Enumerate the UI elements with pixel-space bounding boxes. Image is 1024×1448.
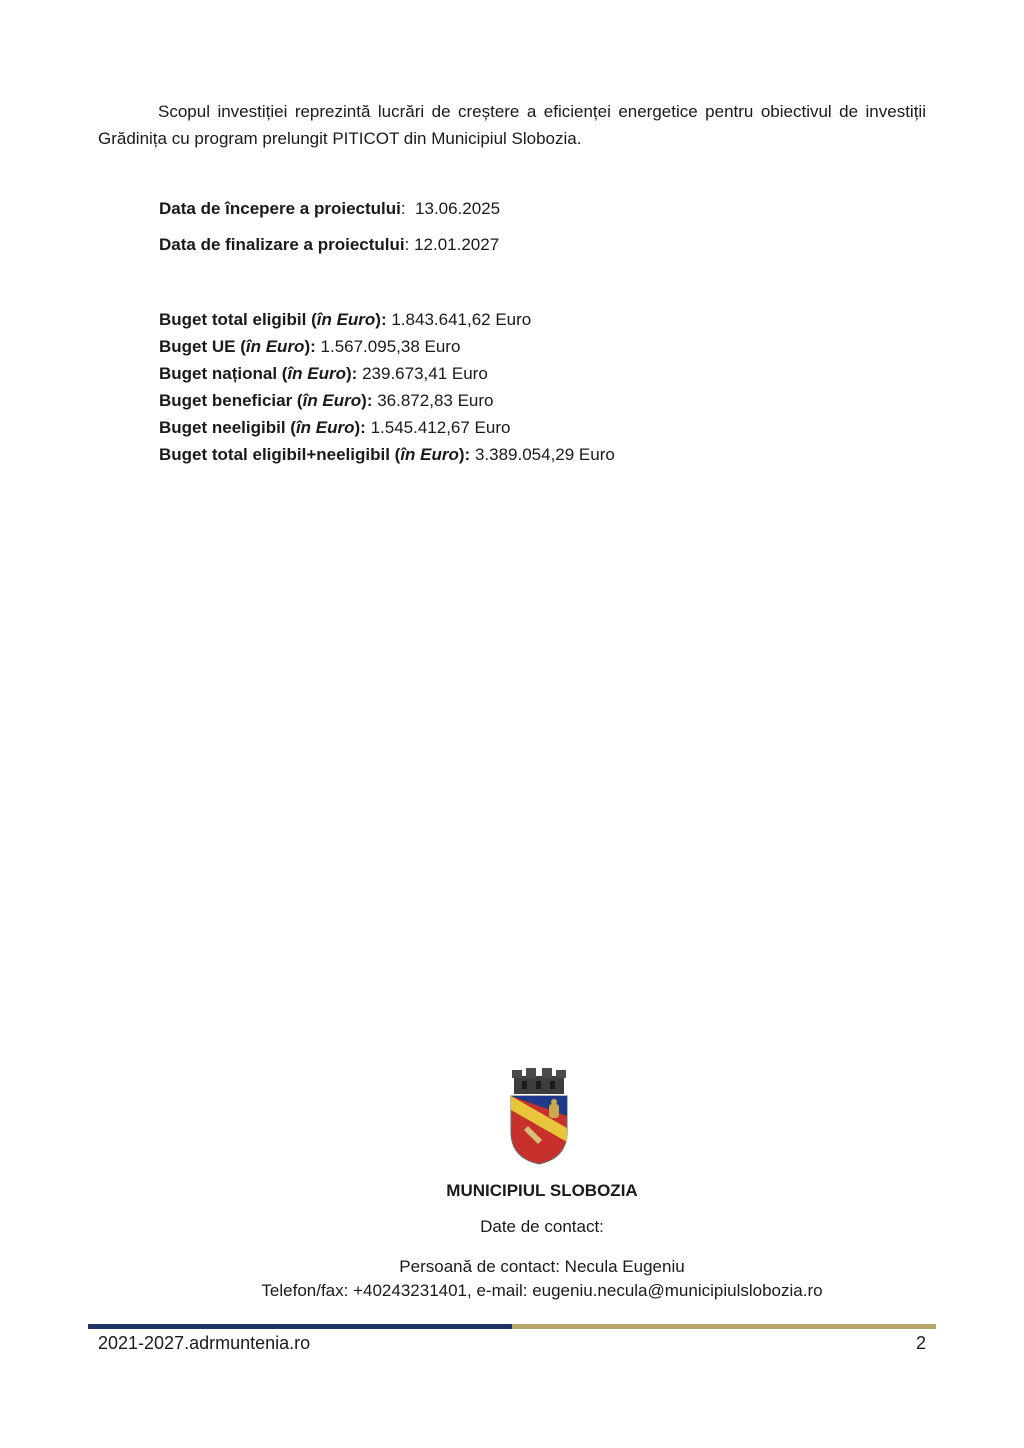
budget-label: Buget total eligibil+neeligibil <box>159 445 390 464</box>
contact-phone-email: Telefon/fax: +40243231401, e-mail: eugeniu.necula@municipiulslobozia.ro <box>261 1281 823 1300</box>
budget-value: 1.545.412,67 Euro <box>370 418 511 437</box>
project-dates <box>159 195 500 267</box>
budget-unit: în Euro <box>287 364 347 383</box>
budget-unit: în Euro <box>400 445 459 464</box>
budget-unit: în Euro <box>295 418 355 437</box>
budget-row: Buget neeligibil (în Euro): 1.545.412,67 Euro <box>159 418 511 437</box>
municipality-name: MUNICIPIUL SLOBOZIA <box>446 1181 638 1200</box>
footer-divider-navy <box>88 1324 512 1329</box>
budget-value: 239.673,41 Euro <box>362 364 488 383</box>
start-date-value: 13.06.2025 <box>415 199 501 218</box>
budget-unit: în Euro <box>316 310 376 329</box>
budget-unit: în Euro <box>245 337 305 356</box>
intro-paragraph: Scopul investiției reprezintă lucrări de creștere a eficienței energetice pentru obiectivul de investiții Grădinița cu program prelungit PITICOT din Municipiul Slobozia. <box>98 102 926 148</box>
budget-label: Buget neeligibil <box>159 418 286 437</box>
end-date-value: 12.01.2027 <box>414 235 500 254</box>
contact-person: Persoană de contact: Necula Eugeniu <box>399 1257 685 1276</box>
budget-row: Buget total eligibil (în Euro): 1.843.641,62 Euro <box>159 310 532 329</box>
footer-website: 2021-2027.adrmuntenia.ro <box>98 1333 311 1353</box>
footer-divider-gold <box>512 1324 936 1329</box>
budget-label: Buget beneficiar <box>159 391 293 410</box>
budget-label: Buget total eligibil <box>159 310 307 329</box>
end-date-row: Data de finalizare a proiectului: 12.01.2027 <box>159 235 500 254</box>
budget-unit: în Euro <box>302 391 362 410</box>
budget-value: 3.389.054,29 Euro <box>474 445 615 464</box>
start-date-row: Data de începere a proiectului: 13.06.2025 <box>159 199 501 218</box>
budget-list <box>159 306 615 468</box>
end-date-label: Data de finalizare a proiectului <box>159 235 405 254</box>
start-date-label: Data de începere a proiectului <box>159 199 401 218</box>
slobozia-coat-of-arms-icon <box>508 1066 570 1166</box>
budget-value: 1.843.641,62 Euro <box>391 310 532 329</box>
budget-label: Buget UE <box>159 337 236 356</box>
budget-row: Buget total eligibil+neeligibil (în Euro): 3.389.054,29 Euro <box>159 445 615 464</box>
page-number: 2 <box>915 1333 926 1353</box>
contact-title: Date de contact: <box>480 1217 604 1236</box>
budget-row: Buget UE (în Euro): 1.567.095,38 Euro <box>159 337 461 356</box>
budget-value: 1.567.095,38 Euro <box>320 337 461 356</box>
budget-value: 36.872,83 Euro <box>377 391 494 410</box>
budget-row: Buget național (în Euro): 239.673,41 Euro <box>159 364 488 383</box>
budget-label: Buget național <box>159 364 278 383</box>
budget-row: Buget beneficiar (în Euro): 36.872,83 Euro <box>159 391 494 410</box>
